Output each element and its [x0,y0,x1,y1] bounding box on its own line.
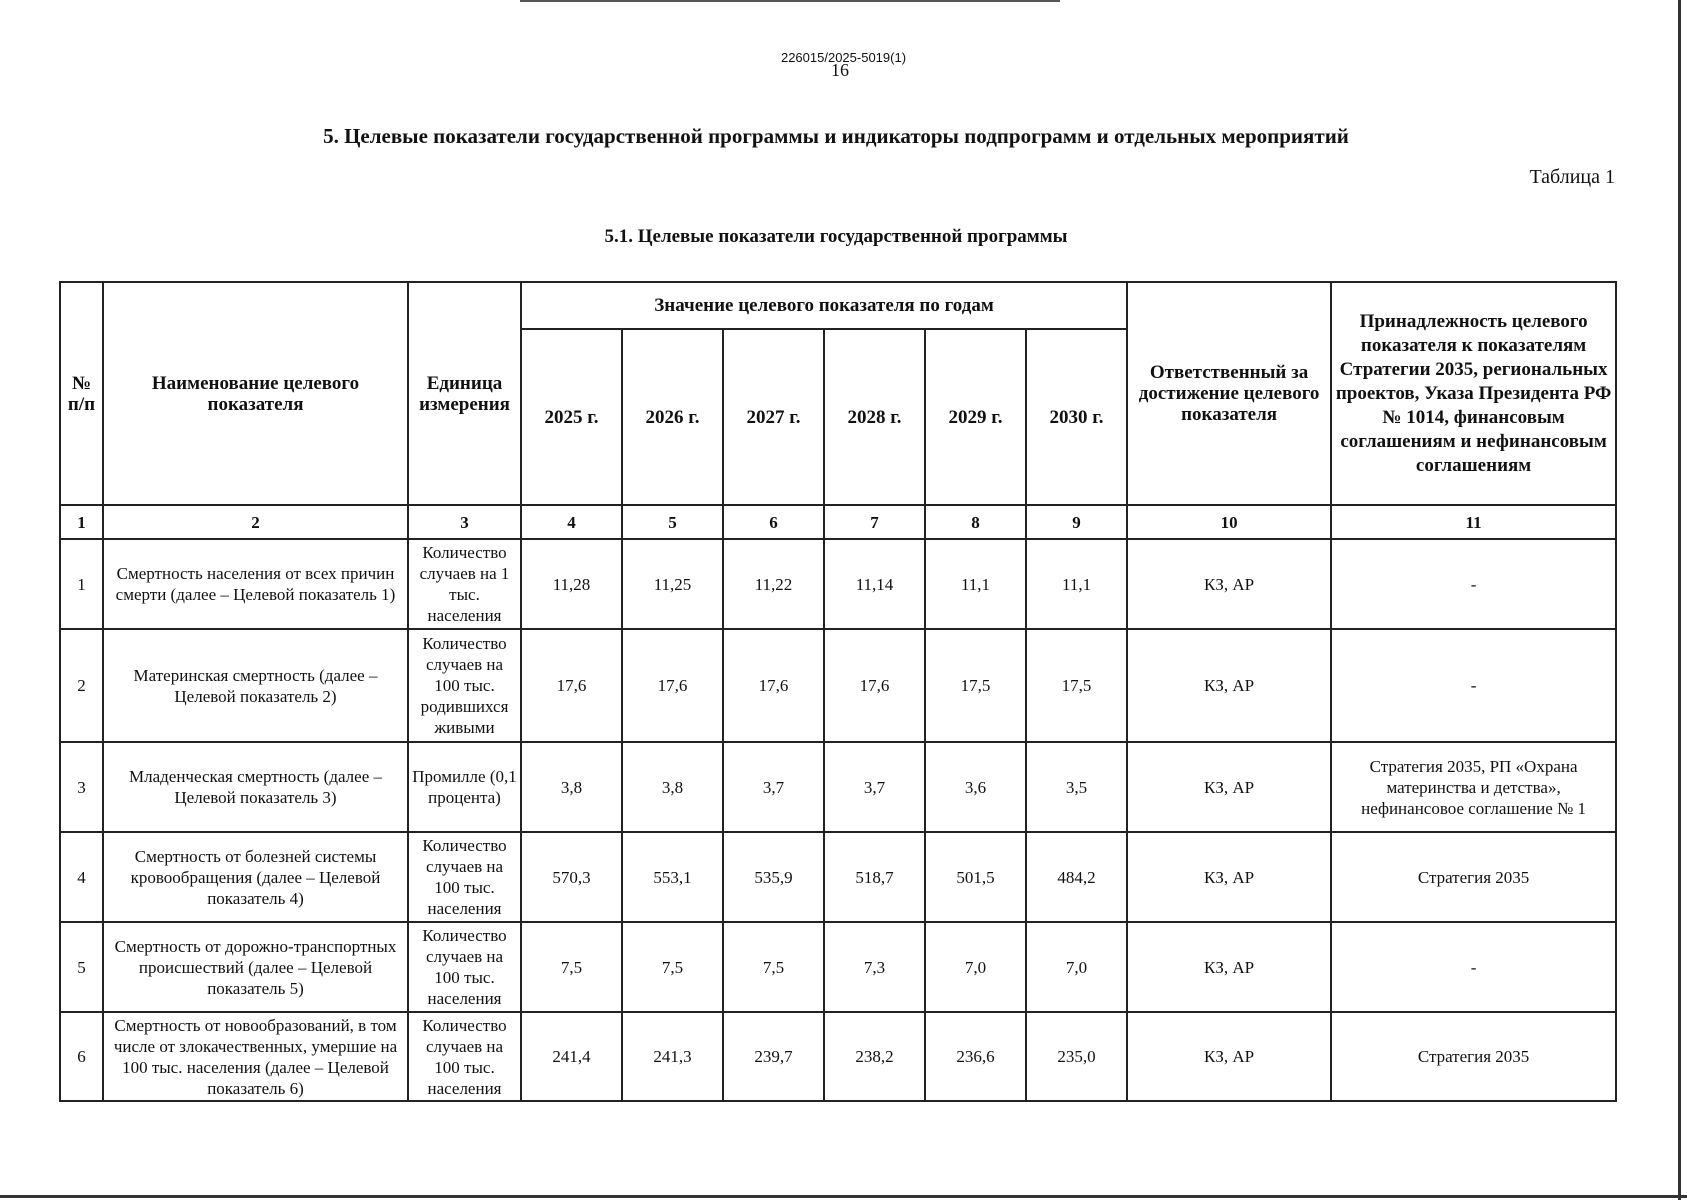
responsible-cell: КЗ, АР [1127,832,1331,922]
responsible-cell: КЗ, АР [1127,922,1331,1012]
value-cell: 17,5 [925,629,1026,742]
row-num: 3 [60,742,103,832]
indicator-unit: Промилле (0,1 процента) [408,742,521,832]
column-number: 8 [925,505,1026,539]
value-cell: 239,7 [723,1012,824,1101]
column-number: 6 [723,505,824,539]
value-cell: 3,8 [622,742,723,832]
value-cell: 11,1 [1026,539,1127,629]
affiliation-cell: Стратегия 2035 [1331,832,1616,922]
indicator-unit: Количество случаев на 100 тыс. населения [408,832,521,922]
table-row [60,629,1616,742]
header-num: № п/п [60,282,103,505]
responsible-cell: КЗ, АР [1127,629,1331,742]
value-cell: 17,5 [1026,629,1127,742]
value-cell: 17,6 [521,629,622,742]
value-cell: 238,2 [824,1012,925,1101]
document-number: 226015/2025-5019(1) [780,50,907,65]
header-year: 2026 г. [622,329,723,505]
row-num: 4 [60,832,103,922]
indicator-unit: Количество случаев на 100 тыс. родившихся живыми [408,629,521,742]
table-row [60,922,1616,1012]
value-cell: 241,4 [521,1012,622,1101]
table-row [60,742,1616,832]
affiliation-cell: Стратегия 2035, РП «Охрана материнства и детства», нефинансовое соглашение № 1 [1331,742,1616,832]
header-name: Наименование целевого показателя [103,282,408,505]
column-number: 11 [1331,505,1616,539]
value-cell: 518,7 [824,832,925,922]
value-cell: 235,0 [1026,1012,1127,1101]
table-label: Таблица 1 [1529,166,1615,188]
value-cell: 11,14 [824,539,925,629]
header-year: 2030 г. [1026,329,1127,505]
affiliation-cell: - [1331,922,1616,1012]
indicator-name: Смертность от болезней системы кровообращения (далее – Целевой показатель 4) [103,832,408,922]
row-num: 5 [60,922,103,1012]
value-cell: 3,6 [925,742,1026,832]
column-number: 3 [408,505,521,539]
affiliation-cell: - [1331,539,1616,629]
header-year: 2027 г. [723,329,824,505]
value-cell: 535,9 [723,832,824,922]
column-number: 2 [103,505,408,539]
value-cell: 7,5 [521,922,622,1012]
row-num: 1 [60,539,103,629]
header-responsible: Ответственный за достижение целевого показателя [1127,282,1331,505]
row-num: 2 [60,629,103,742]
indicator-name: Младенческая смертность (далее –Целевой показатель 3) [103,742,408,832]
table-row [60,539,1616,629]
page-edge-bottom [0,1195,1687,1198]
value-cell: 501,5 [925,832,1026,922]
value-cell: 11,22 [723,539,824,629]
value-cell: 7,0 [925,922,1026,1012]
value-cell: 570,3 [521,832,622,922]
affiliation-cell: - [1331,629,1616,742]
table-row [60,832,1616,922]
column-number: 4 [521,505,622,539]
column-number-row [60,505,1616,539]
column-number: 9 [1026,505,1127,539]
header-year: 2029 г. [925,329,1026,505]
value-cell: 11,28 [521,539,622,629]
page-number: 16 [831,60,849,80]
scan-edge-line [520,0,1060,2]
value-cell: 236,6 [925,1012,1026,1101]
responsible-cell: КЗ, АР [1127,742,1331,832]
subsection-title: 5.1. Целевые показатели государственной программы [604,226,1068,247]
value-cell: 553,1 [622,832,723,922]
header-year: 2025 г. [521,329,622,505]
value-cell: 7,0 [1026,922,1127,1012]
indicator-name: Смертность населения от всех причин смерти (далее – Целевой показатель 1) [103,539,408,629]
value-cell: 7,5 [723,922,824,1012]
value-cell: 3,5 [1026,742,1127,832]
value-cell: 3,7 [824,742,925,832]
indicator-name: Материнская смертность (далее –Целевой показатель 2) [103,629,408,742]
value-cell: 17,6 [824,629,925,742]
responsible-cell: КЗ, АР [1127,539,1331,629]
column-number: 7 [824,505,925,539]
section-title: 5. Целевые показатели государственной программы и индикаторы подпрограмм и отдельных мероприятий [323,124,1349,148]
header-unit: Единица измерения [408,282,521,505]
responsible-cell: КЗ, АР [1127,1012,1331,1101]
value-cell: 241,3 [622,1012,723,1101]
header-values-by-year: Значение целевого показателя по годам [521,282,1127,329]
indicator-name: Смертность от новообразований, в том числе от злокачественных, умершие на 100 тыс. населения (далее – Целевой показатель 6) [103,1012,408,1101]
table-row [60,1012,1616,1101]
header-year: 2028 г. [824,329,925,505]
value-cell: 11,1 [925,539,1026,629]
indicator-name: Смертность от дорожно-транспортных происшествий (далее – Целевой показатель 5) [103,922,408,1012]
value-cell: 484,2 [1026,832,1127,922]
row-num: 6 [60,1012,103,1101]
header-affiliation: Принадлежность целевого показателя к показателям Стратегии 2035, региональных проектов, Указа Президента РФ № 1014, финансовым соглашениям и нефинансовым соглашениям [1331,282,1616,505]
value-cell: 11,25 [622,539,723,629]
indicator-unit: Количество случаев на 1 тыс. населения [408,539,521,629]
value-cell: 17,6 [723,629,824,742]
page-edge-right [1678,0,1681,1200]
column-number: 10 [1127,505,1331,539]
target-indicators-table [59,281,1617,1102]
indicator-unit: Количество случаев на 100 тыс. населения [408,922,521,1012]
value-cell: 7,3 [824,922,925,1012]
column-number: 5 [622,505,723,539]
value-cell: 3,8 [521,742,622,832]
value-cell: 7,5 [622,922,723,1012]
indicator-unit: Количество случаев на 100 тыс. населения [408,1012,521,1101]
affiliation-cell: Стратегия 2035 [1331,1012,1616,1101]
column-number: 1 [60,505,103,539]
value-cell: 17,6 [622,629,723,742]
value-cell: 3,7 [723,742,824,832]
